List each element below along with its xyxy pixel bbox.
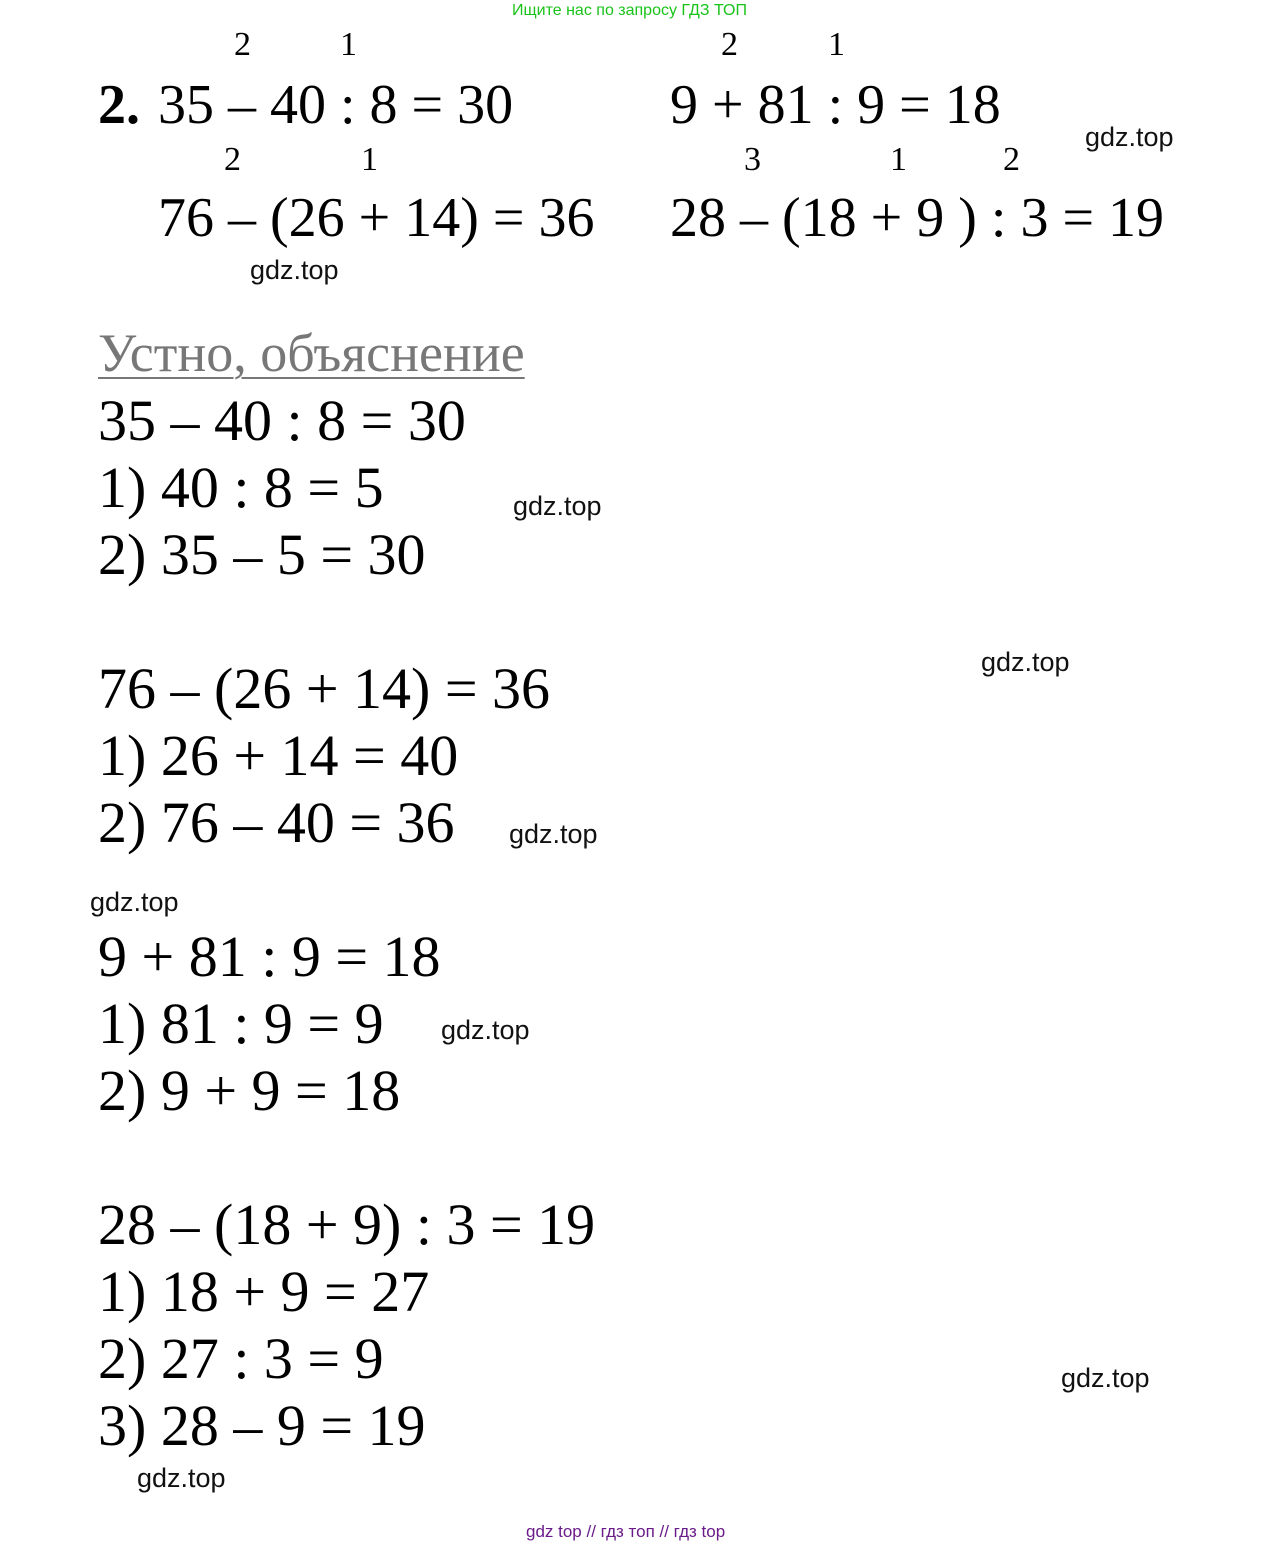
watermark: gdz.top xyxy=(981,647,1070,677)
order-mark: 1 xyxy=(340,26,357,63)
equation-3: 76 – (26 + 14) = 36 xyxy=(158,187,595,249)
section-heading: Устно, объяснение xyxy=(98,323,525,383)
explanation-line: 2) 76 – 40 = 36 xyxy=(98,790,455,855)
equation-4: 28 – (18 + 9 ) : 3 = 19 xyxy=(670,187,1165,249)
watermark: gdz.top xyxy=(1085,122,1174,152)
explanation-line: 1) 26 + 14 = 40 xyxy=(98,723,459,788)
explanation-line: 2) 9 + 9 = 18 xyxy=(98,1058,401,1123)
equation-2: 9 + 81 : 9 = 18 xyxy=(670,74,1001,136)
search-banner: Ищите нас по запросу ГДЗ ТОП xyxy=(512,2,747,19)
explanation-line: 1) 81 : 9 = 9 xyxy=(98,991,384,1056)
watermark: gdz.top xyxy=(513,491,602,521)
order-mark: 3 xyxy=(744,141,761,178)
order-mark: 2 xyxy=(224,141,241,178)
watermark: gdz.top xyxy=(90,887,179,917)
task-number: 2. xyxy=(98,74,140,136)
explanation-line: 3) 28 – 9 = 19 xyxy=(98,1393,426,1458)
order-mark: 2 xyxy=(1003,141,1020,178)
explanation-line: 28 – (18 + 9) : 3 = 19 xyxy=(98,1192,596,1257)
explanation-line: 1) 40 : 8 = 5 xyxy=(98,455,384,520)
watermark: gdz.top xyxy=(1061,1363,1150,1393)
order-mark: 1 xyxy=(361,141,378,178)
explanation-line: 2) 27 : 3 = 9 xyxy=(98,1326,384,1391)
explanation-line: 9 + 81 : 9 = 18 xyxy=(98,924,441,989)
order-mark: 1 xyxy=(828,26,845,63)
watermark: gdz.top xyxy=(137,1463,226,1493)
order-mark: 2 xyxy=(721,26,738,63)
watermark: gdz.top xyxy=(441,1015,530,1045)
explanation-line: 1) 18 + 9 = 27 xyxy=(98,1259,430,1324)
order-mark: 1 xyxy=(890,141,907,178)
footer-links: gdz top // гдз топ // гдз top xyxy=(526,1522,726,1541)
watermark: gdz.top xyxy=(250,255,339,285)
watermark: gdz.top xyxy=(509,819,598,849)
explanation-line: 35 – 40 : 8 = 30 xyxy=(98,388,466,453)
order-mark: 2 xyxy=(234,26,251,63)
explanation-line: 76 – (26 + 14) = 36 xyxy=(98,656,551,721)
equation-1: 35 – 40 : 8 = 30 xyxy=(158,74,514,136)
explanation-line: 2) 35 – 5 = 30 xyxy=(98,522,426,587)
